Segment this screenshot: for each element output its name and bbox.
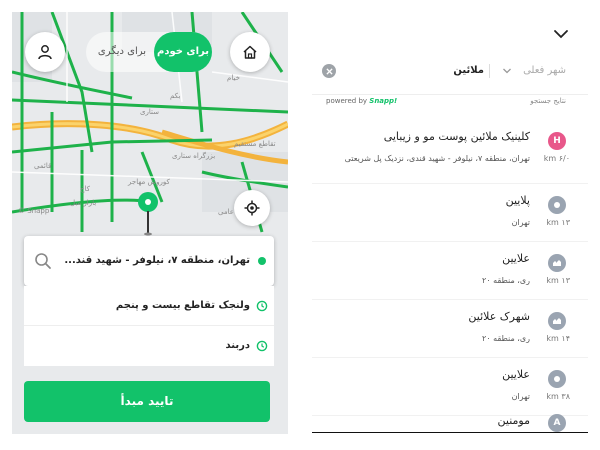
result-title: مومنین <box>497 414 530 427</box>
home-button[interactable] <box>230 32 270 72</box>
recent-place-item[interactable] <box>24 326 274 366</box>
search-result-item[interactable] <box>312 242 588 300</box>
result-address: ری، منطقه ۲۰ <box>482 276 530 285</box>
place-icon <box>548 196 566 214</box>
search-icon <box>34 252 52 270</box>
map-pin-icon <box>136 190 160 238</box>
search-result-item[interactable] <box>312 120 588 184</box>
map-watermark: © Snapp <box>18 207 50 215</box>
divider <box>312 432 588 433</box>
locate-me-button[interactable] <box>234 190 270 226</box>
map-screen <box>12 12 288 434</box>
chevron-down-icon[interactable] <box>552 28 570 40</box>
result-address: ری، منطقه ۲۰ <box>482 334 530 343</box>
result-distance: ۱۳ km <box>546 218 570 227</box>
map-label: کوروش مهاجر <box>128 178 170 186</box>
result-title: پلایین <box>505 194 530 207</box>
search-results-screen <box>312 12 588 434</box>
ride-for-self-option[interactable]: برای خودم <box>154 32 212 72</box>
result-address: تهران <box>511 392 530 401</box>
hospital-icon: H <box>548 132 566 150</box>
powered-by-label <box>326 97 397 105</box>
user-icon <box>37 44 53 60</box>
confirm-origin-button[interactable]: تایید مبدأ <box>24 381 270 422</box>
result-title: علایین <box>502 252 530 265</box>
origin-address: تهران، منطقه ۷، نیلوفر - شهید قند... <box>64 255 250 266</box>
map-label: عامی <box>218 208 234 216</box>
ride-for-toggle <box>86 32 212 72</box>
village-icon <box>548 254 566 272</box>
map-label: ستاری <box>140 108 159 116</box>
results-title: نتایج جستجو <box>530 97 566 105</box>
profile-button[interactable] <box>25 32 65 72</box>
result-title: کلینیک ملائین پوست مو و زیبایی <box>383 130 530 143</box>
result-address: تهران <box>511 218 530 227</box>
result-title: شهرک علائین <box>468 310 530 323</box>
result-title: علایین <box>502 368 530 381</box>
map-label: تقاطع مستقیم <box>234 140 276 148</box>
result-distance: ۳۸ km <box>546 392 570 401</box>
map-label: بزرگراه ستاری <box>172 152 216 160</box>
map-label: قائمی <box>34 162 52 170</box>
recent-place-item[interactable] <box>24 286 274 326</box>
place-icon <box>548 370 566 388</box>
search-result-item[interactable] <box>312 358 588 416</box>
divider <box>489 64 490 78</box>
result-address: تهران، منطقه ۷، نیلوفر - شهید قندی، نزدیک پل شریعتی <box>344 154 530 163</box>
crosshair-icon <box>244 200 260 216</box>
map-label: کاخ <box>80 185 90 193</box>
origin-dot-icon <box>258 257 266 265</box>
chevron-down-icon[interactable] <box>502 67 512 75</box>
recent-place-label: دربند <box>225 340 250 351</box>
result-distance: ۱۴ km <box>546 334 570 343</box>
city-selector[interactable]: شهر فعلی <box>523 65 566 76</box>
powered-by-text: powered by <box>326 97 368 105</box>
map-label: خیام <box>227 74 240 82</box>
search-input[interactable]: ملائین <box>453 65 484 76</box>
history-icon <box>256 300 268 312</box>
a-icon: A <box>548 414 566 432</box>
ride-for-other-option[interactable]: برای دیگری <box>97 46 147 57</box>
origin-search-box[interactable] <box>24 236 274 286</box>
results-header <box>312 94 588 108</box>
history-icon <box>256 340 268 352</box>
close-icon <box>326 68 333 75</box>
result-distance: ۱۳ km <box>546 276 570 285</box>
village-icon <box>548 312 566 330</box>
clear-search-button[interactable] <box>322 64 336 78</box>
recent-place-label: ولنجک تقاطع بیست و پنجم <box>115 300 250 311</box>
recent-places-list <box>24 286 274 366</box>
home-icon <box>242 44 258 60</box>
map-label: بازار مبل <box>70 199 97 207</box>
result-distance: ۶/۰ km <box>543 154 570 163</box>
search-bar <box>312 56 588 86</box>
search-result-item[interactable] <box>312 300 588 358</box>
powered-by-brand: Snapp! <box>369 97 398 105</box>
search-result-item[interactable] <box>312 184 588 242</box>
search-result-item[interactable] <box>312 410 588 434</box>
map-label: بکم <box>170 92 181 100</box>
